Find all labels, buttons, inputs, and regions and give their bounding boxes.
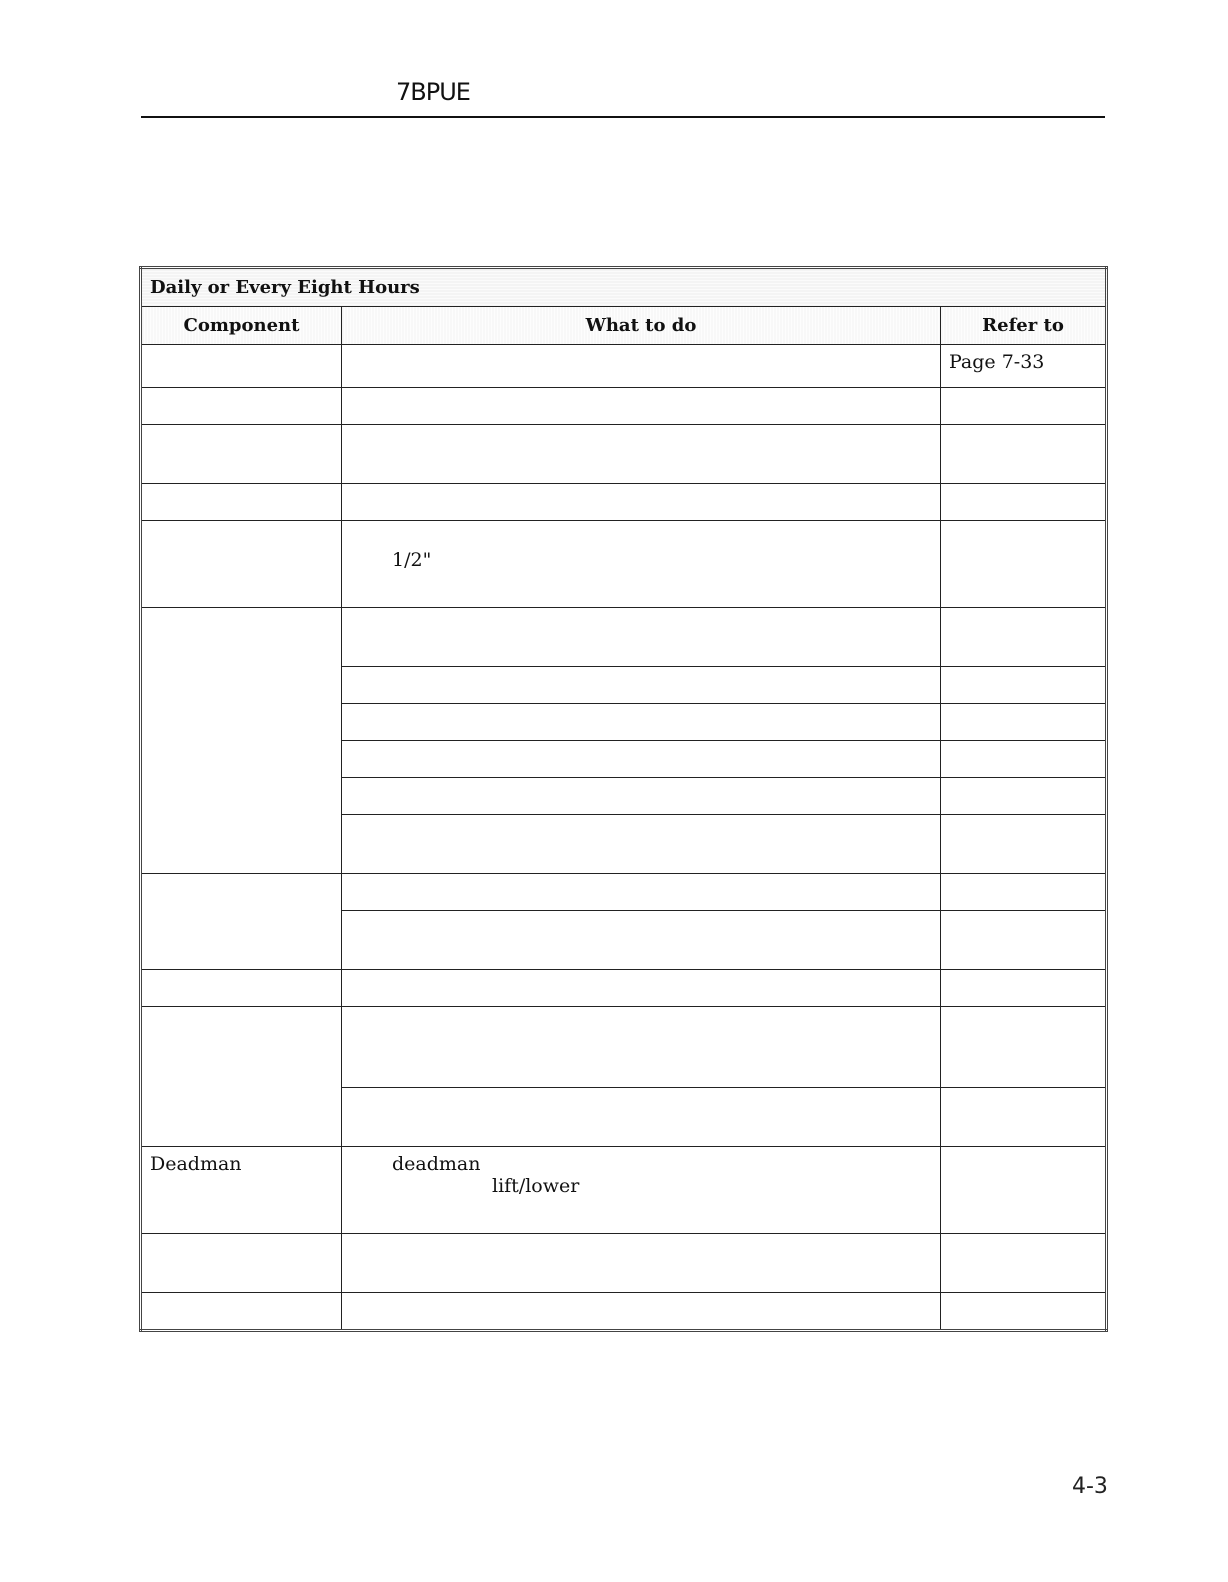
- refer-cell: [941, 388, 1107, 425]
- what-cell: [342, 667, 941, 704]
- component-cell-deadman: Deadman: [141, 1147, 342, 1234]
- page-number: 4-3: [1072, 1474, 1108, 1499]
- table-row: [141, 970, 1107, 1007]
- section-title: Daily or Every Eight Hours: [141, 268, 1107, 307]
- component-cell: [141, 345, 342, 388]
- component-cell: [141, 425, 342, 484]
- what-cell: [342, 1293, 941, 1331]
- what-cell: [342, 388, 941, 425]
- model-code: 7BPUE: [396, 78, 470, 106]
- refer-cell: [941, 608, 1107, 667]
- refer-cell: [941, 778, 1107, 815]
- table-row-deadman: [141, 1147, 1107, 1234]
- component-cell: [141, 1234, 342, 1293]
- component-cell: [141, 608, 342, 874]
- table-row: [141, 1007, 1107, 1088]
- what-cell: [342, 1007, 941, 1088]
- table-row: [141, 608, 1107, 667]
- table-row: [141, 1234, 1107, 1293]
- refer-cell: [941, 484, 1107, 521]
- refer-cell: [941, 815, 1107, 874]
- refer-cell: [941, 1088, 1107, 1147]
- component-cell: [141, 521, 342, 608]
- component-cell: [141, 874, 342, 970]
- table-row: [141, 425, 1107, 484]
- what-cell: [342, 815, 941, 874]
- refer-cell: [941, 970, 1107, 1007]
- refer-cell: [941, 667, 1107, 704]
- refer-cell: [941, 521, 1107, 608]
- column-header-component: Component: [141, 307, 342, 345]
- table-row: [141, 1293, 1107, 1331]
- what-cell: [342, 704, 941, 741]
- what-cell: [342, 1088, 941, 1147]
- table-row: [141, 874, 1107, 911]
- deadman-line-1: deadman: [392, 1153, 481, 1175]
- what-cell: [342, 1234, 941, 1293]
- component-cell: [141, 1007, 342, 1147]
- maintenance-table: [139, 266, 1108, 1332]
- what-cell: [342, 345, 941, 388]
- refer-cell: [941, 874, 1107, 911]
- refer-cell: [941, 911, 1107, 970]
- refer-cell: [941, 1147, 1107, 1234]
- what-cell: [342, 484, 941, 521]
- what-cell: [342, 911, 941, 970]
- refer-cell: [941, 741, 1107, 778]
- component-cell: [141, 970, 342, 1007]
- what-cell: [342, 778, 941, 815]
- header-rule: [141, 116, 1105, 118]
- refer-cell: [941, 1293, 1107, 1331]
- component-cell: [141, 388, 342, 425]
- table-row: [141, 484, 1107, 521]
- maintenance-schedule: [139, 266, 1107, 1332]
- table-row: [141, 345, 1107, 388]
- what-cell: [342, 425, 941, 484]
- table-row: [141, 388, 1107, 425]
- component-cell: [141, 1293, 342, 1331]
- what-cell: [342, 874, 941, 911]
- refer-cell: [941, 1007, 1107, 1088]
- refer-cell: [941, 425, 1107, 484]
- refer-cell: Page 7-33: [941, 345, 1107, 388]
- what-cell: [342, 970, 941, 1007]
- refer-cell: [941, 1234, 1107, 1293]
- deadman-line-2: lift/lower: [492, 1175, 580, 1197]
- what-cell: 1/2": [342, 521, 941, 608]
- what-cell-deadman: [342, 1147, 941, 1234]
- what-cell: [342, 741, 941, 778]
- component-cell: [141, 484, 342, 521]
- refer-cell: [941, 704, 1107, 741]
- column-header-refer-to: Refer to: [941, 307, 1107, 345]
- column-header-what-to-do: What to do: [342, 307, 941, 345]
- table-row: [141, 521, 1107, 608]
- what-cell: [342, 608, 941, 667]
